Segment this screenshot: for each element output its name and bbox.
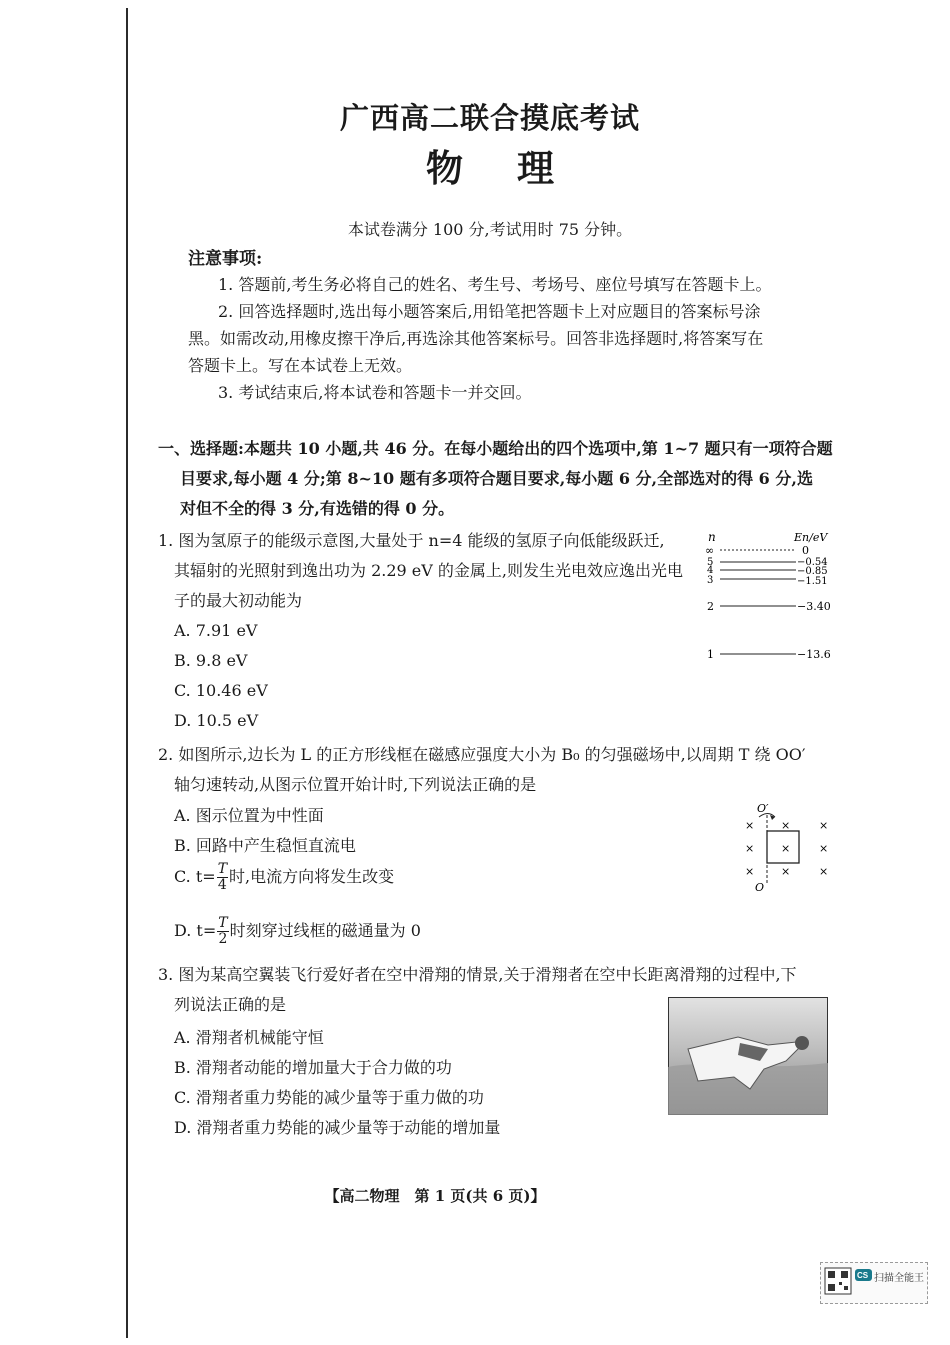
- energy-n-1: 1: [707, 648, 714, 661]
- field-cross-7: ×: [745, 865, 755, 878]
- flyer-head: [795, 1036, 809, 1050]
- q2-stem-line-2: 轴匀速转动,从图示位置开始计时,下列说法正确的是: [174, 775, 537, 794]
- q1-stem-line-3: 子的最大初动能为: [174, 591, 303, 610]
- q2-option-d-denominator: 2: [218, 931, 228, 947]
- energy-n-label: n: [708, 530, 716, 544]
- notice-line-4: 答题卡上。写在本试卷上无效。: [188, 356, 413, 375]
- q2-option-c-fraction: [217, 862, 228, 893]
- q2-option-a: A. 图示位置为中性面: [174, 806, 324, 825]
- scanner-name: 扫描全能王: [874, 1273, 924, 1284]
- q2-option-b: B. 回路中产生稳恒直流电: [174, 836, 356, 855]
- q2-option-c-numerator: T: [217, 861, 228, 877]
- q1-option-a: A. 7.91 eV: [174, 621, 258, 640]
- energy-level-diagram: [700, 528, 835, 663]
- energy-e-1: −13.6: [797, 648, 831, 661]
- binding-margin-line: [126, 8, 128, 1338]
- energy-e-4: −0.85: [797, 566, 828, 577]
- q2-option-c: [174, 862, 394, 893]
- q2-option-d-fraction: [217, 916, 228, 947]
- q3-option-d: D. 滑翔者重力势能的减少量等于动能的增加量: [174, 1118, 501, 1137]
- q2-stem-line-1: 2. 如图所示,边长为 L 的正方形线框在磁感应强度大小为 B₀ 的匀强磁场中,以周期 T 绕 OO′: [158, 745, 806, 764]
- exam-title: 广西高二联合摸底考试: [339, 101, 640, 135]
- wingsuit-flyer-photo: [668, 997, 828, 1115]
- q3-option-c: C. 滑翔者重力势能的减少量等于重力做的功: [174, 1088, 484, 1107]
- q2-option-d-prefix: D. t=: [174, 921, 217, 940]
- q2-option-c-suffix: 时,电流方向将发生改变: [229, 867, 395, 886]
- q2-option-d: [174, 916, 421, 947]
- magnetic-field-diagram: [735, 797, 835, 897]
- field-cross-1: ×: [745, 819, 755, 832]
- q1-stem-line-2: 其辐射的光照射到逸出功为 2.29 eV 的金属上,则发生光电效应逸出光电: [174, 561, 683, 580]
- q3-stem-line-1: 3. 图为某高空翼装飞行爱好者在空中滑翔的情景,关于滑翔者在空中长距离滑翔的过程中,下: [158, 965, 797, 984]
- field-cross-6: ×: [819, 842, 829, 855]
- energy-n-5: 5: [707, 557, 714, 568]
- q2-option-d-numerator: T: [218, 915, 228, 931]
- energy-n-inf: ∞: [705, 544, 715, 557]
- q1-option-c: C. 10.46 eV: [174, 681, 268, 700]
- energy-unit-label: En/eV: [794, 531, 828, 544]
- field-cross-9: ×: [819, 865, 829, 878]
- energy-n-2: 2: [707, 600, 714, 613]
- field-cross-8: ×: [781, 865, 791, 878]
- notice-line-3: 黑。如需改动,用橡皮擦干净后,再选涂其他答案标号。回答非选择题时,将答案写在: [188, 329, 764, 348]
- notice-line-1: 1. 答题前,考生务必将自己的姓名、考生号、考场号、座位号填写在答题卡上。: [218, 275, 772, 294]
- axis-bottom-label: O: [755, 881, 765, 894]
- energy-e-5: −0.54: [797, 557, 828, 568]
- energy-e-3: −1.51: [797, 576, 828, 587]
- q3-option-a: A. 滑翔者机械能守恒: [174, 1028, 324, 1047]
- q1-option-d: D. 10.5 eV: [174, 711, 259, 730]
- notice-line-5: 3. 考试结束后,将本试卷和答题卡一并交回。: [218, 383, 532, 402]
- q2-option-d-suffix: 时刻穿过线框的磁通量为 0: [229, 921, 421, 940]
- field-cross-3: ×: [819, 819, 829, 832]
- field-cross-5: ×: [781, 842, 791, 855]
- field-cross-2: ×: [781, 819, 791, 832]
- subject-title: 物理: [426, 146, 608, 190]
- notice-heading: 注意事项:: [188, 249, 263, 269]
- q2-option-c-prefix: C. t=: [174, 867, 216, 886]
- field-cross-4: ×: [745, 842, 755, 855]
- notice-line-2: 2. 回答选择题时,选出每小题答案后,用铅笔把答题卡上对应题目的答案标号涂: [218, 302, 761, 321]
- scanner-logo-text: CS: [857, 1271, 869, 1280]
- page-footer: 【高二物理 第 1 页(共 6 页)】: [324, 1187, 546, 1205]
- exam-intro: 本试卷满分 100 分,考试用时 75 分钟。: [347, 220, 633, 239]
- energy-n-4: 4: [707, 565, 714, 576]
- energy-n-3: 3: [707, 575, 714, 586]
- q3-option-b: B. 滑翔者动能的增加量大于合力做的功: [174, 1058, 452, 1077]
- q3-stem-line-2: 列说法正确的是: [174, 995, 287, 1014]
- energy-e-2: −3.40: [797, 600, 831, 613]
- q1-stem-line-1: 1. 图为氢原子的能级示意图,大量处于 n=4 能级的氢原子向低能级跃迁,: [158, 531, 665, 550]
- q2-option-c-denominator: 4: [217, 877, 227, 893]
- section-instruction-1: 一、选择题:本题共 10 小题,共 46 分。在每小题给出的四个选项中,第 1~7 题只有一项符合题: [158, 439, 833, 458]
- energy-e-inf: 0: [802, 544, 809, 557]
- q1-option-b: B. 9.8 eV: [174, 651, 248, 670]
- section-instruction-2: 目要求,每小题 4 分;第 8~10 题有多项符合题目要求,每小题 6 分,全部选对的得 6 分,选: [180, 469, 813, 488]
- axis-top-label: O′: [757, 802, 769, 815]
- section-instruction-3: 对但不全的得 3 分,有选错的得 0 分。: [180, 499, 455, 518]
